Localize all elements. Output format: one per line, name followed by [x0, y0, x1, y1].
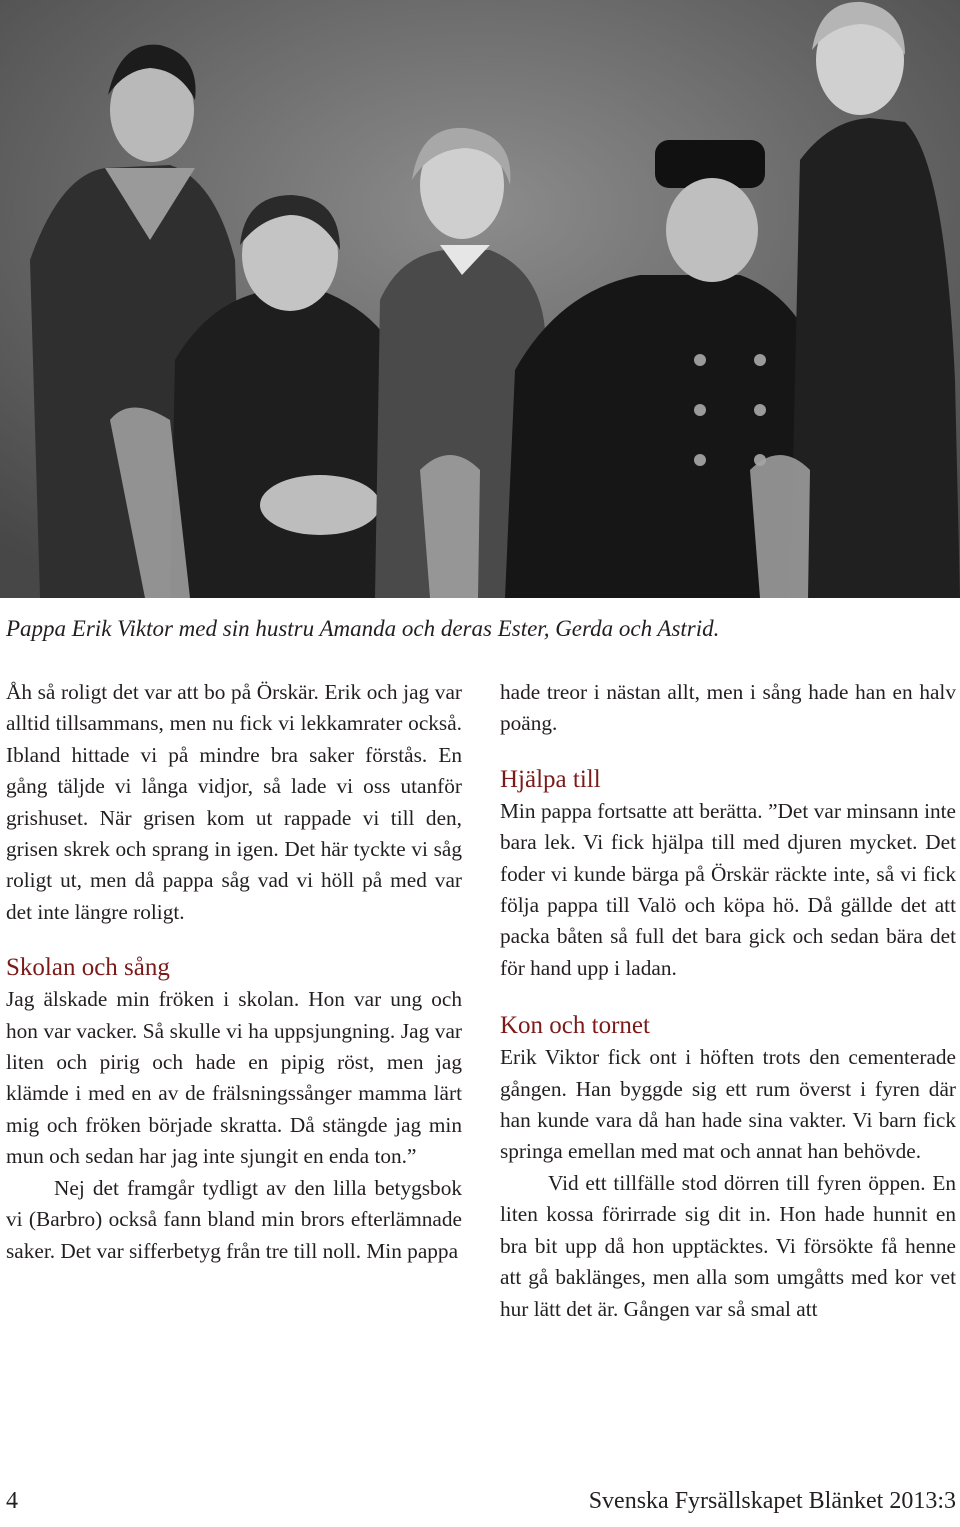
right-paragraph-1: hade treor i nästan allt, men i sång hade han en halv poäng.: [500, 680, 956, 736]
right-paragraph-2: Min pappa fortsatte att berätta. ”Det var minsann inte bara lek. Vi fick hjälpa till med djuren mycket. Det foder vi kunde bärga på Örskär räckte inte, så vi fick följa pappa till Valö och köpa hö. Då gällde det att packa båten så full det bara gick och sedan bära det för hand upp i ladan.: [500, 798, 956, 980]
family-portrait-photo: [0, 0, 960, 598]
right-paragraph-4: Vid ett tillfälle stod dörren till fyren öppen. En liten kossa förirrade sig dit in. Hon hade hunnit en bra bit upp då hon upptäcktes. Vi försökte få henne att gå baklänges, men alla som umgåtts med kor vet hur lätt det är. Gången var så smal att: [500, 1170, 956, 1321]
left-paragraph-3: Nej det framgår tydligt av den lilla betygsbok vi (Barbro) också fann bland min brors efterlämnade saker. Det var sifferbetyg från tre till noll. Min pappa: [6, 1175, 462, 1263]
magazine-footer: Svenska Fyrsällskapet Blänket 2013:3: [588, 1488, 956, 1514]
heading-hjalpa-till: Hjälpa till: [500, 765, 601, 793]
heading-skolan-och-sang: Skolan och sång: [6, 954, 170, 982]
left-column: [6, 677, 462, 1267]
photo-caption: Pappa Erik Viktor med sin hustru Amanda och deras Ester, Gerda och Astrid.: [6, 616, 720, 641]
right-paragraph-3: Erik Viktor fick ont i höften trots den cementerade gången. Han byggde sig ett rum överst i fyren där han kunde vara då han hade sina vakter. Vi barn fick springa emellan med mat och annat han behövde.: [500, 1045, 956, 1164]
right-column: [500, 677, 956, 1325]
left-paragraph-1: Åh så roligt det var att bo på Örskär. Erik och jag var alltid tillsammans, men nu fick vi lekkamrater också. Ibland hittade vi på mindre bra saker förstås. En gång täljde vi långa vidjor, så lade vi oss utanför grishuset. När grisen kom ut rappade vi till den, grisen skrek och sprang in igen. Det här tyckte vi såg roligt ut, men då pappa såg vad vi höll på med var det inte längre roligt.: [6, 680, 462, 924]
page-number: 4: [6, 1488, 18, 1514]
left-paragraph-2: Jag älskade min fröken i skolan. Hon var ung och hon var vacker. Så skulle vi ha uppsjungning. Jag var liten och pirig och hade en pipig röst, men jag klämde i med en av de frälsningssånger mamma lärt mig och fröken började skratta. Då stängde jag min mun och sedan har jag inte sjungit en enda ton.”: [6, 987, 462, 1169]
heading-kon-och-tornet: Kon och tornet: [500, 1012, 650, 1040]
portrait-image: [0, 0, 960, 598]
